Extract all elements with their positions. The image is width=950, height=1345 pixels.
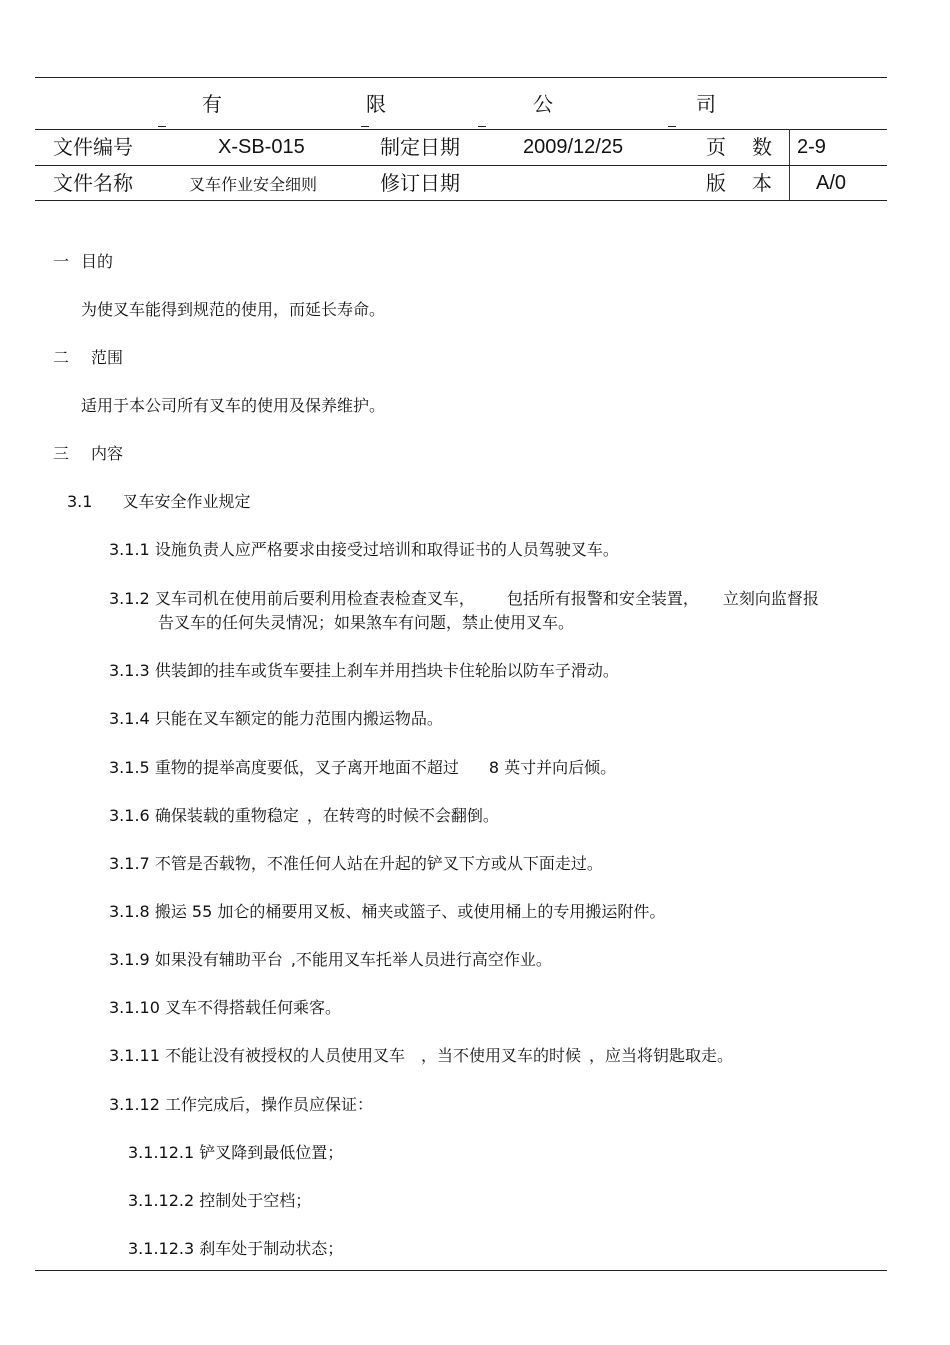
item-3-1-3: 3.1.3 供装卸的挂车或货车要挂上刹车并用挡块卡住轮胎以防车子滑动。 bbox=[109, 661, 619, 680]
doc-no-value: X-SB-015 bbox=[218, 136, 305, 158]
item-3-1-10: 3.1.10 叉车不得搭载任何乘客。 bbox=[109, 998, 341, 1017]
header-bottom-rule bbox=[35, 200, 887, 201]
company-char-1: 有 bbox=[202, 92, 222, 116]
header-mark bbox=[478, 126, 486, 127]
doc-name-label: 文件名称 bbox=[53, 171, 133, 195]
subsection-3-1: 3.1 叉车安全作业规定 bbox=[67, 492, 251, 511]
version-label-a: 版 bbox=[706, 171, 726, 195]
doc-name-value: 叉车作业安全细则 bbox=[189, 175, 318, 194]
item-3-1-11: 3.1.11 不能让没有被授权的人员使用叉车 ，当不使用叉车的时候 ，应当将钥匙取走。 bbox=[109, 1046, 734, 1065]
section-2-text: 适用于本公司所有叉车的使用及保养维护。 bbox=[81, 396, 386, 415]
item-3-1-2: 3.1.2 叉车司机在使用前后要利用检查表检查叉车， 包括所有报警和安全装置， 立刻向监督报 bbox=[109, 589, 819, 608]
header-mark bbox=[361, 126, 369, 127]
header-column-divider bbox=[789, 129, 790, 201]
pages-label-b: 数 bbox=[752, 135, 772, 159]
header-mark bbox=[668, 126, 676, 127]
version-label-b: 本 bbox=[752, 171, 772, 195]
item-3-1-12-1: 3.1.12.1 铲叉降到最低位置； bbox=[128, 1143, 344, 1162]
item-3-1-5: 3.1.5 重物的提举高度要低，叉子离开地面不超过 8 英寸并向后倾。 bbox=[109, 758, 617, 777]
date-label: 制定日期 bbox=[380, 135, 460, 159]
item-3-1-4: 3.1.4 只能在叉车额定的能力范围内搬运物品。 bbox=[109, 709, 443, 728]
section-2-heading: 二 范围 bbox=[53, 348, 124, 367]
item-3-1-7: 3.1.7 不管是否载物，不准任何人站在升起的铲叉下方或从下面走过。 bbox=[109, 854, 603, 873]
company-char-4: 司 bbox=[696, 92, 716, 116]
item-3-1-12-2: 3.1.12.2 控制处于空档； bbox=[128, 1191, 312, 1210]
pages-label-a: 页 bbox=[706, 135, 726, 159]
company-char-2: 限 bbox=[366, 92, 386, 116]
item-3-1-1: 3.1.1 设施负责人应严格要求由接受过培训和取得证书的人员驾驶叉车。 bbox=[109, 540, 619, 559]
header-mark bbox=[158, 126, 166, 127]
date-value: 2009/12/25 bbox=[523, 136, 624, 158]
item-3-1-8: 3.1.8 搬运 55 加仑的桶要用叉板、桶夹或篮子、或使用桶上的专用搬运附件。 bbox=[109, 902, 666, 921]
pages-value: 2-9 bbox=[797, 136, 826, 158]
item-3-1-12: 3.1.12 工作完成后，操作员应保证： bbox=[109, 1095, 373, 1114]
header-rule-1 bbox=[35, 129, 887, 130]
item-3-1-2-continued: 告叉车的任何失灵情况；如果煞车有问题，禁止使用叉车。 bbox=[158, 613, 575, 632]
item-3-1-6: 3.1.6 确保装载的重物稳定 ，在转弯的时候不会翻倒。 bbox=[109, 806, 499, 825]
version-value: A/0 bbox=[816, 172, 847, 194]
item-3-1-9: 3.1.9 如果没有辅助平台 ,不能用叉车托举人员进行高空作业。 bbox=[109, 950, 552, 969]
revise-label: 修订日期 bbox=[380, 171, 460, 195]
section-3-heading: 三 内容 bbox=[53, 444, 124, 463]
footer-rule bbox=[35, 1270, 887, 1271]
section-1-heading: 一 目的 bbox=[53, 252, 114, 271]
header-rule-2 bbox=[35, 165, 887, 166]
company-char-3: 公 bbox=[533, 92, 553, 116]
header-top-rule bbox=[35, 77, 887, 78]
doc-no-label: 文件编号 bbox=[53, 135, 133, 159]
item-3-1-12-3: 3.1.12.3 刹车处于制动状态； bbox=[128, 1239, 344, 1258]
section-1-text: 为使叉车能得到规范的使用，而延长寿命。 bbox=[81, 300, 386, 319]
